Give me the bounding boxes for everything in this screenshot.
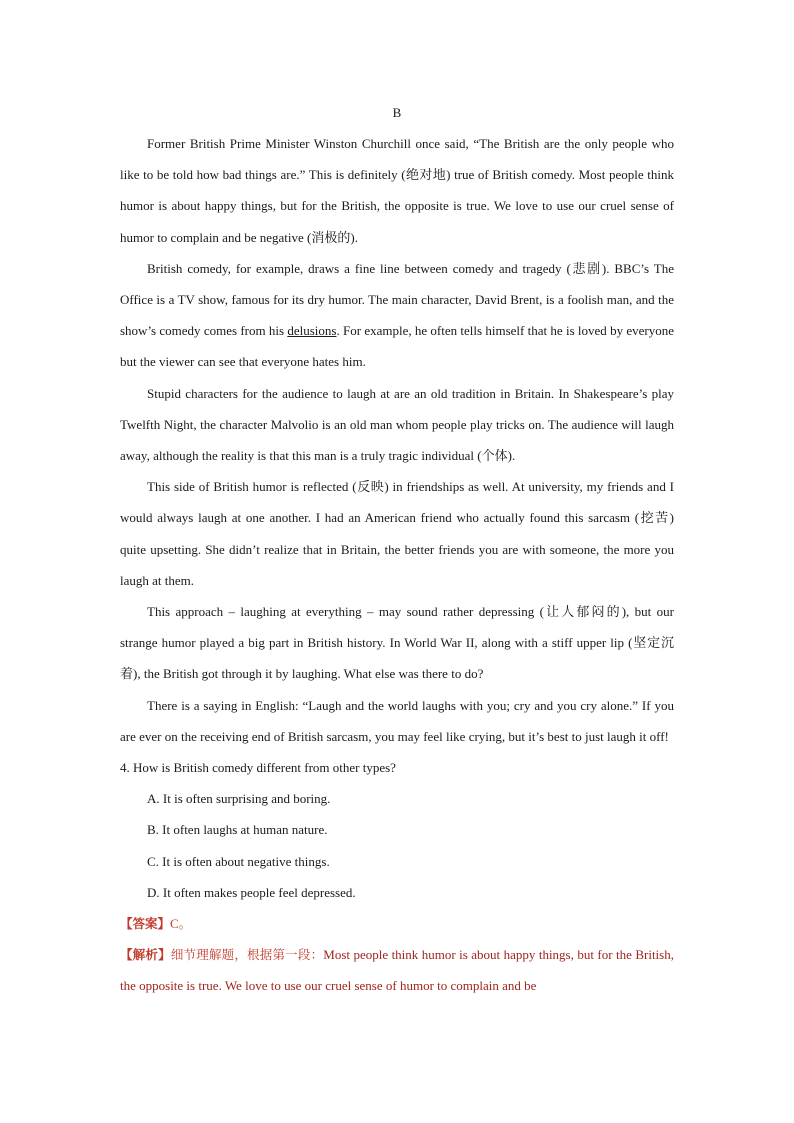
analysis [120, 939, 674, 1001]
paragraph-text: There is a saying in English: “Laugh and the world laughs with you; cry and you cry alone.” If you are ever on the receiving end of British sarcasm, you may feel like crying, but it’s best to just laugh it off! [120, 697, 674, 744]
analysis-quote: Most people think humor is about happy things, but for the British, the opposite is true. We love to use our cruel sense of humor to complain and be [120, 947, 674, 994]
option-a[interactable]: A. It is often surprising and boring. [147, 791, 331, 807]
option-b[interactable]: B. It often laughs at human nature. [147, 822, 328, 838]
paragraph-text: Former British Prime Minister Winston Churchill once said, “The British are the only people who like to be told how bad things are.” This is definitely (绝对地) true of British comedy. Most people think humor is about happy things, but for the British, the opposite is true. We love to use our cruel sense of humor to complain and be negative (消极的). [120, 136, 674, 245]
paragraph-text: . For example, he often tells himself that he is loved by everyone but the viewer can see that everyone hates him. [120, 323, 675, 370]
section-letter: B [392, 105, 402, 120]
answer-tag: 【答案】 [120, 916, 171, 932]
passage-paragraph [120, 128, 674, 253]
passage-paragraph [120, 378, 674, 472]
question-text: 4. How is British comedy different from other types? [120, 760, 396, 776]
analysis-lead: 细节理解题，根据第一段： [170, 947, 324, 963]
paragraph-text: British comedy, for example, draws a fine line between comedy and tragedy (悲剧). BBC’s The Office is a TV show, famous for its dry humor. The main character, David Brent, is a foolish man, and the show’s comedy comes from his [120, 260, 674, 339]
answer-line [120, 908, 674, 939]
option-c[interactable]: C. It is often about negative things. [147, 853, 330, 869]
passage-paragraph [120, 253, 674, 378]
document-page [120, 97, 674, 1002]
passage-paragraph [120, 596, 674, 690]
paragraph-text: This approach – laughing at everything – may sound rather depressing (让人郁闷的), but our strange humor played a big part in British history. In World War II, along with a stiff upper lip (坚定沉着), the British got through it by laughing. What else was there to do? [120, 604, 674, 682]
passage-paragraph [120, 690, 674, 752]
option-d[interactable]: D. It often makes people feel depressed. [147, 884, 356, 900]
analysis-tag: 【解析】 [120, 947, 171, 963]
underlined-word: delusions [287, 323, 337, 339]
passage-paragraph [120, 471, 674, 596]
answer-value: C。 [170, 916, 192, 932]
paragraph-text: Stupid characters for the audience to laugh at are an old tradition in Britain. In Shakespeare’s play Twelfth Night, the character Malvolio is an old man whom people play tricks on. The audience will laugh away, although the reality is that this man is a truly tragic individual (个体). [120, 385, 674, 464]
passage [120, 128, 674, 752]
paragraph-text: This side of British humor is reflected (反映) in friendships as well. At university, my friends and I would always laugh at one another. I had an American friend who actually found this sarcasm (挖苦) quite upsetting. She didn’t realize that in Britain, the better friends you are with someone, the more you laugh at them. [120, 479, 674, 588]
